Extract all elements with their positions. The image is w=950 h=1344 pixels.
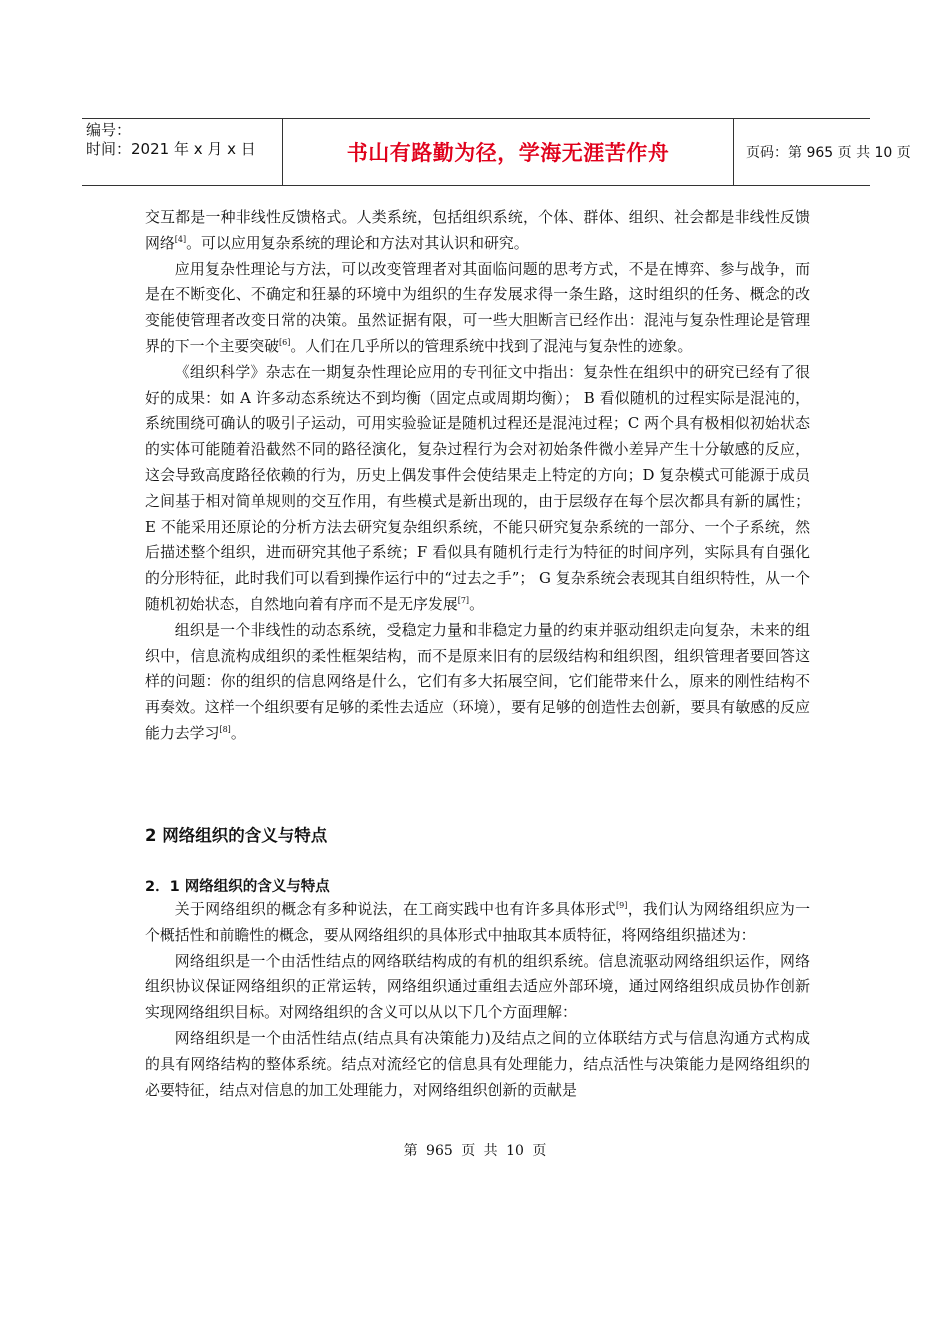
document-number-label: 编号： (86, 121, 132, 139)
paragraph-5-text: 关于网络组织的概念有多种说法，在工商实践中也有许多具体形式 (174, 900, 617, 918)
paragraph-4-text: 组织是一个非线性的动态系统，受稳定力量和非稳定力量的约束并驱动组织走向复杂，未来的组织中，信息流构成组织的柔性框架结构，而不是原来旧有的层级结构和组织图，组织管理者要回答这样的问题：你的组织的信息网络是什么，它们有多大拓展空间，它们能带来什么，原来的刚性结构不再奏效。这样一个组织要有足够的柔性去适应（环境），要有足够的创造性去创新，要具有敏感的反应能力去学习 (145, 620, 810, 742)
page-header (82, 118, 911, 186)
paragraph-5-tail: ，我们认为网络组织应为一个概括性和前瞻性的概念，要从网络组织的具体形式中抽取其本质特征，将网络组织描述为： (145, 900, 810, 944)
paragraph-6: 网络组织是一个由活性结点的网络联结构成的有机的组织系统。信息流驱动网络组织运作，网络组织协议保证网络组织的正常运转，网络组织通过重组去适应外部环境，通过网络组织成员协作创新实现网络组织目标。对网络组织的含义可以从以下几个方面理解： (145, 951, 810, 1022)
header-page-info: 页码：第 965 页 共 10 页 (746, 145, 911, 161)
paragraph-3-text: 《组织科学》杂志在一期复杂性理论应用的专刊征文中指出：复杂性在组织中的研究已经有了很好的成果：如 A 许多动态系统达不到均衡（固定点或周期均衡）； B 看似随机的过程实际是混沌的，系统围绕可确认的吸引子运动，可用实验验证是随机过程还是混沌过程；C 两个具有极相似初始状态的实体可能随着沿截然不同的路径演化，复杂过程行为会对初始条件微小差异产生十分敏感的反应，这会导致高度路径依赖的行为，历史上偶发事件会使结果走上特定的方向；D 复杂模式可能源于成员之间基于相对简单规则的交互作用，有些模式是新出现的，由于层级存在每个层次都具有新的属性；E 不能采用还原论的分析方法去研究复杂组织系统，不能只研究复杂系统的一部分、一个子系统，然后描述整个组织，进而研究其他子系统；F 看似具有随机行走行为特征的时间序列，实际具有自强化的分形特征，此时我们可以看到操作运行中的“过去之手”； G 复杂系统会表现其自组织特性，从一个随机初始状态，自然地向着有序而不是无序发展 (145, 362, 810, 613)
page-footer: 第 965 页 共 10 页 (403, 1143, 547, 1159)
paragraph-5 (145, 897, 810, 949)
paragraph-4 (145, 618, 810, 747)
paragraph-1 (145, 205, 810, 257)
citation-8: [8] (219, 724, 231, 734)
paragraph-2-tail: 。人们在几乎所以的管理系统中找到了混沌与复杂性的迹象。 (290, 336, 693, 355)
citation-4: [4] (174, 234, 187, 244)
citation-6: [6] (279, 338, 291, 348)
paragraph-3-tail: 。 (469, 594, 484, 613)
header-meta (82, 119, 282, 185)
paragraph-4-tail: 。 (230, 723, 246, 742)
body-text (145, 205, 810, 747)
citation-9: [9] (616, 901, 628, 911)
header-motto-cell (282, 119, 734, 185)
paragraph-7: 网络组织是一个由活性结点(结点具有决策能力)及结点之间的立体联结方式与信息沟通方式构成的具有网络结构的整体系统。结点对流经它的信息具有处理能力，结点活性与决策能力是网络组织的必要特征，结点对信息的加工处理能力，对网络组织创新的贡献是 (145, 1028, 810, 1099)
subsection-heading: 2．1 网络组织的含义与特点 (145, 879, 330, 895)
section-heading: 2 网络组织的含义与特点 (145, 826, 328, 845)
body-text-2 (145, 897, 810, 1103)
paragraph-3 (145, 360, 810, 618)
document-date-label: 时间：2021 年 x 月 x 日 (86, 140, 256, 158)
paragraph-2-text: 应用复杂性理论与方法，可以改变管理者对其面临问题的思考方式，不是在博弈、参与战争，而是在不断变化、不确定和狂暴的环境中为组织的生存发展求得一条生路，这时组织的任务、概念的改变能使管理者改变日常的决策。虽然证据有限，可一些大胆断言已经作出：混沌与复杂性理论是管理界的下一个主要突破 (145, 259, 810, 355)
header-motto: 书山有路勤为径，学海无涯苦作舟 (346, 141, 670, 165)
paragraph-1-tail: 。可以应用复杂系统的理论和方法对其认识和研究。 (186, 233, 529, 252)
paragraph-1-text: 交互都是一种非线性反馈格式。人类系统，包括组织系统，个体、群体、组织、社会都是非线性反馈网络 (145, 208, 810, 252)
paragraph-2 (145, 257, 810, 360)
citation-7: [7] (457, 595, 470, 605)
